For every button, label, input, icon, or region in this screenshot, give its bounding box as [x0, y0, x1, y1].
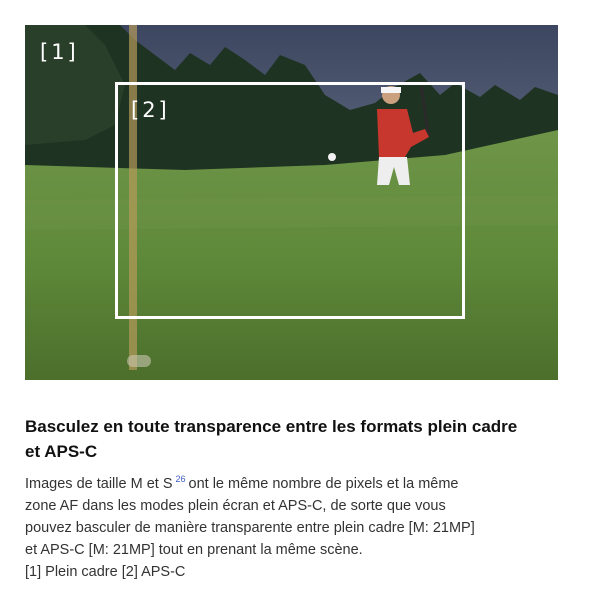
section-title — [25, 414, 525, 464]
description-line1-end: ont le même nombre de pixels et la même — [188, 476, 459, 492]
description-line-5: [1] Plein cadre [2] APS-C — [25, 564, 186, 580]
description-line-2: zone AF dans les modes plein écran et APS-C, de sorte que vous — [25, 498, 446, 514]
golf-photo — [25, 25, 558, 380]
description-line1-start: Images de taille M et S — [25, 476, 173, 492]
description-line-3: pouvez basculer de manière transparente entre plein cadre [M: 21MP] — [25, 520, 475, 536]
aps-c-label: [2] — [131, 98, 170, 122]
description-line-4: et APS-C [M: 21MP] tout en prenant la même scène. — [25, 542, 363, 558]
footnote-link[interactable]: 26 — [175, 474, 186, 485]
section-title-line2: et APS-C — [25, 442, 98, 461]
description-line-1 — [25, 473, 525, 495]
section-description — [25, 473, 525, 583]
full-frame-label: [1] — [40, 40, 79, 64]
section-title-line1: Basculez en toute transparence entre les formats plein cadre — [25, 417, 518, 436]
